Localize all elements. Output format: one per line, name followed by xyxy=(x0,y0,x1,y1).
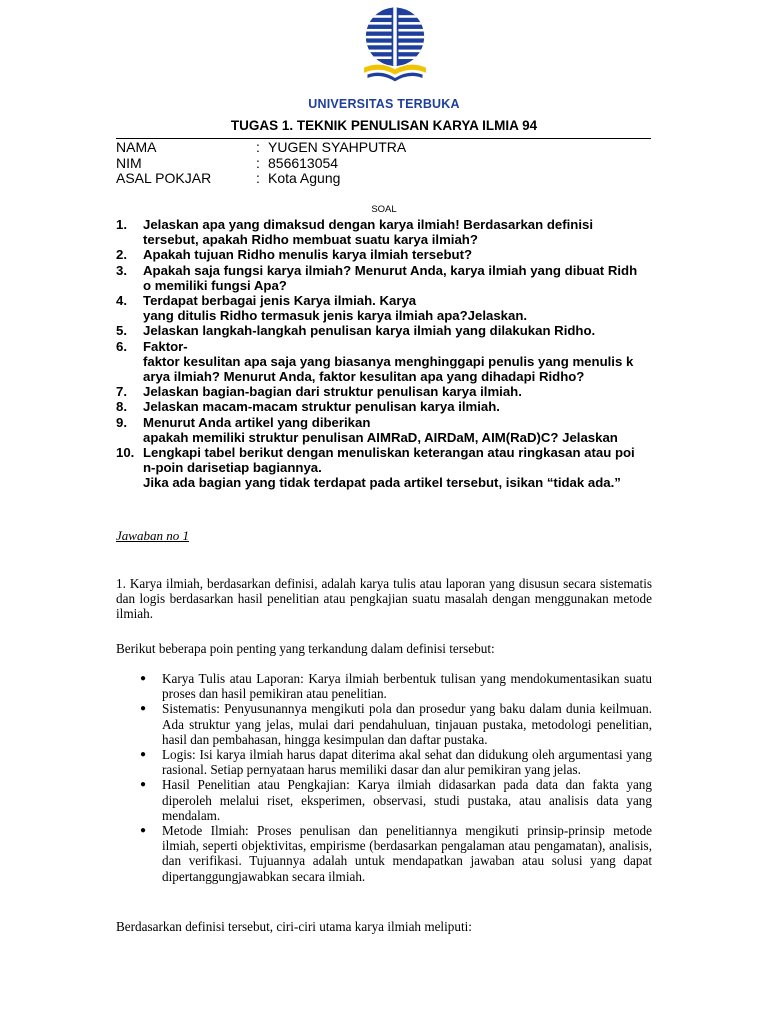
list-item xyxy=(140,671,652,701)
question-item xyxy=(116,384,656,399)
question-number: 5. xyxy=(116,323,127,339)
question-text: Menurut Anda artikel yang diberikan apakah memiliki struktur penulisan AIMRaD, AIRDaM, AIM(RaD)C? Jelaskan xyxy=(143,414,618,445)
point-text: Sistematis: Penyusunannya mengikuti pola dan prosedur yang baku dalam dunia keilmuan. Ada struktur yang jelas, mulai dari pendahuluan, tinjauan pustaka, metodologi penelitian, hasil dan pembahasan, hingga kesimpulan dan daftar pustaka. xyxy=(162,701,652,747)
soal-heading: SOAL xyxy=(371,204,397,215)
question-number: 2. xyxy=(116,247,127,263)
identity-row-name xyxy=(116,140,406,156)
bullet-icon: ● xyxy=(140,825,147,837)
question-number: 4. xyxy=(116,293,127,309)
question-text: Faktor- faktor kesulitan apa saja yang biasanya menghinggapi penulis yang menulis k arya ilmiah? Menurut Anda, faktor kesulitan apa yang dihadapi Ridho? xyxy=(143,338,634,385)
university-name: UNIVERSITAS TERBUKA xyxy=(308,97,460,111)
point-text: Logis: Isi karya ilmiah harus dapat diterima akal sehat dan didukung oleh argumentasi yang rasional. Setiap pernyataan harus memiliki dasar dan alur pemikiran yang jelas. xyxy=(162,747,652,778)
identity-colon: : xyxy=(256,139,260,155)
list-item xyxy=(140,777,652,823)
list-item xyxy=(140,747,652,777)
list-item xyxy=(140,823,652,884)
identity-row-nim xyxy=(116,156,406,172)
question-text: Jelaskan apa yang dimaksud dengan karya ilmiah! Berdasarkan definisi tersebut, apakah Ridho membuat suatu karya ilmiah? xyxy=(143,217,594,248)
question-list xyxy=(116,217,656,491)
question-item xyxy=(116,293,656,323)
identity-colon: : xyxy=(256,154,260,171)
question-number: 3. xyxy=(116,262,127,278)
list-item xyxy=(140,701,652,747)
question-text: Jelaskan macam-macam struktur penulisan karya ilmiah. xyxy=(143,399,500,415)
identity-value: Kota Agung xyxy=(268,170,341,186)
point-text: Hasil Penelitian atau Pengkajian: Karya ilmiah didasarkan pada data dan fakta yang diperoleh melalui riset, eksperimen, observasi, studi pustaka, atau analisis data yang mendalam. xyxy=(162,777,652,823)
question-number: 10. xyxy=(116,445,135,461)
question-item xyxy=(116,339,656,385)
question-text: Jelaskan bagian-bagian dari struktur penulisan karya ilmiah. xyxy=(143,384,522,400)
points-intro-paragraph: Berikut beberapa poin penting yang terkandung dalam definisi tersebut: xyxy=(116,641,495,656)
question-number: 7. xyxy=(116,384,127,400)
question-item xyxy=(116,445,656,491)
identity-value: 856613054 xyxy=(268,154,339,171)
question-number: 1. xyxy=(116,217,127,232)
question-item xyxy=(116,217,656,247)
university-logo xyxy=(352,4,438,90)
question-text: Terdapat berbagai jenis Karya ilmiah. Karya yang ditulis Ridho termasuk jenis karya ilmiah apa?Jelaskan. xyxy=(143,293,528,324)
question-text: Apakah saja fungsi karya ilmiah? Menurut Anda, karya ilmiah yang dibuat Ridh o memiliki fungsi Apa? xyxy=(143,262,638,293)
identity-label: ASAL POKJAR xyxy=(116,170,212,186)
question-item xyxy=(116,323,656,338)
identity-block xyxy=(116,140,406,187)
bullet-icon: ● xyxy=(140,703,147,715)
question-item xyxy=(116,263,656,293)
question-text: Jelaskan langkah-langkah penulisan karya ilmiah yang dilakukan Ridho. xyxy=(143,323,596,339)
question-item xyxy=(116,247,656,262)
identity-value: YUGEN SYAHPUTRA xyxy=(268,139,407,155)
answer-heading: Jawaban no 1 xyxy=(116,528,189,543)
question-number: 9. xyxy=(116,414,127,430)
identity-colon: : xyxy=(256,170,260,186)
question-number: 6. xyxy=(116,338,127,354)
identity-row-pokjar xyxy=(116,171,406,187)
question-item xyxy=(116,399,656,414)
points-list xyxy=(140,671,652,884)
point-text: Metode Ilmiah: Proses penulisan dan penelitiannya mengikuti prinsip-prinsip metode ilmiah, seperti objektivitas, empirisme (berdasarkan pengalaman atau pengamatan), analisis, dan verifikasi. Tujuannya adalah untuk mendapatkan jawaban atau solusi yang dapat dipertanggungjawabkan secara ilmiah. xyxy=(162,823,652,884)
question-text: Apakah tujuan Ridho menulis karya ilmiah tersebut? xyxy=(143,247,473,263)
bullet-icon: ● xyxy=(140,749,147,761)
bullet-icon: ● xyxy=(140,673,147,684)
closing-paragraph: Berdasarkan definisi tersebut, ciri-ciri utama karya ilmiah meliputi: xyxy=(116,919,472,934)
bullet-icon: ● xyxy=(140,779,147,791)
point-text: Karya Tulis atau Laporan: Karya ilmiah berbentuk tulisan yang mendokumentasikan suatu proses dan hasil pemikiran atau penelitian. xyxy=(162,671,652,702)
question-item xyxy=(116,415,656,445)
question-number: 8. xyxy=(116,399,127,415)
identity-label: NIM xyxy=(116,154,142,171)
document-title: TUGAS 1. TEKNIK PENULISAN KARYA ILMIA 94 xyxy=(230,118,538,133)
question-text: Lengkapi tabel berikut dengan menuliskan keterangan atau ringkasan atau poi n-poin darisetiap bagiannya. Jika ada bagian yang tidak terdapat pada artikel tersebut, isikan “tidak ada.” xyxy=(143,445,635,491)
answer-intro-paragraph: 1. Karya ilmiah, berdasarkan definisi, adalah karya tulis atau laporan yang disusun secara sistematis dan logis berdasarkan hasil penelitian atau pengkajian suatu masalah dengan menggunakan metode ilmiah. xyxy=(116,576,652,622)
identity-label: NAMA xyxy=(116,139,157,155)
